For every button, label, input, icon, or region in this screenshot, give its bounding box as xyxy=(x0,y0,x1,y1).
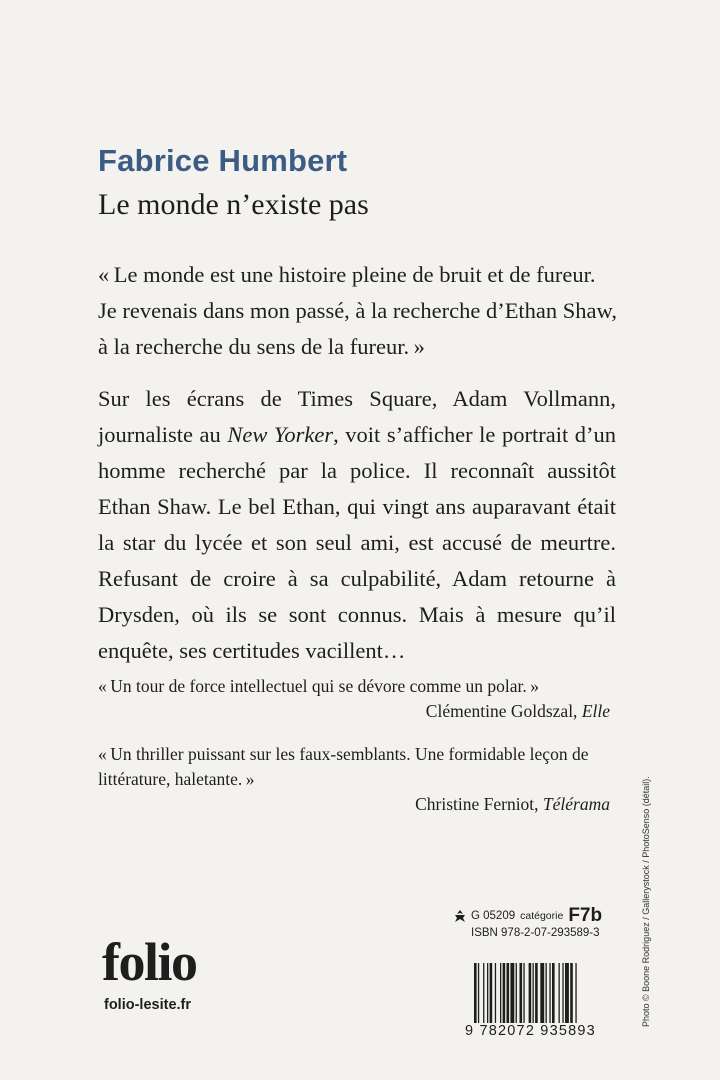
synopsis-line: la star du lycée et son seul ami, est accusé de meurtre. xyxy=(98,530,616,555)
press-quote-text: littérature, haletante. » xyxy=(98,769,255,789)
outlet-name: Elle xyxy=(581,701,610,721)
isbn: ISBN 978-2-07-293589-3 xyxy=(471,927,600,939)
book-title: Le monde n’existe pas xyxy=(98,188,369,221)
synopsis-line: enquête, ses certitudes vacillent… xyxy=(98,638,406,663)
publisher-logo: folio xyxy=(102,932,197,992)
synopsis-line: Sur les écrans de Times Square, Adam Vollmann, xyxy=(98,386,616,411)
catalog-codes xyxy=(453,906,613,939)
epigraph-line: Je revenais dans mon passé, à la recherche d’Ethan Shaw, xyxy=(98,298,617,323)
synopsis-line xyxy=(98,417,616,453)
press-quote xyxy=(98,742,610,817)
press-quote-text: « Un thriller puissant sur les faux-semblants. Une formidable leçon de xyxy=(98,744,589,764)
critic-name: Christine Ferniot, xyxy=(415,794,543,814)
category-label: catégorie xyxy=(520,909,564,922)
synopsis-line: homme recherché par la police. Il reconnaît aussitôt xyxy=(98,458,616,483)
press-quote-text: « Un tour de force intellectuel qui se dévore comme un polar. » xyxy=(98,676,539,696)
critic-name: Clémentine Goldszal, xyxy=(425,701,582,721)
press-source xyxy=(98,699,610,724)
catalog-code: G 05209 xyxy=(471,909,516,922)
author-name: Fabrice Humbert xyxy=(98,143,348,178)
press-source xyxy=(98,792,610,817)
epigraph xyxy=(98,257,638,365)
synopsis-line: Drysden, où ils se sont connus. Mais à mesure qu’il xyxy=(98,602,616,627)
photo-credit: Photo © Boone Rodriguez / Gallerystock / PhotoSenso (détail). xyxy=(641,776,651,1027)
publisher-website: folio-lesite.fr xyxy=(104,997,192,1013)
synopsis-line: Ethan Shaw. Le bel Ethan, qui vingt ans auparavant était xyxy=(98,494,616,519)
magazine-name: New Yorker xyxy=(227,422,334,447)
epigraph-line: à la recherche du sens de la fureur. » xyxy=(98,334,425,359)
epigraph-line: « Le monde est une histoire pleine de bruit et de fureur. xyxy=(98,262,596,287)
synopsis xyxy=(98,381,616,669)
category-code: F7b xyxy=(568,905,603,926)
barcode-digits: 9 782072 935893 xyxy=(463,1023,619,1039)
synopsis-text: journaliste au xyxy=(98,422,228,447)
synopsis-text: , voit s’afficher le portrait d’un xyxy=(333,422,617,447)
outlet-name: Télérama xyxy=(542,794,610,814)
gallimard-logo-icon xyxy=(453,909,467,923)
press-quote xyxy=(98,674,610,724)
synopsis-line: Refusant de croire à sa culpabilité, Adam retourne à xyxy=(98,566,616,591)
